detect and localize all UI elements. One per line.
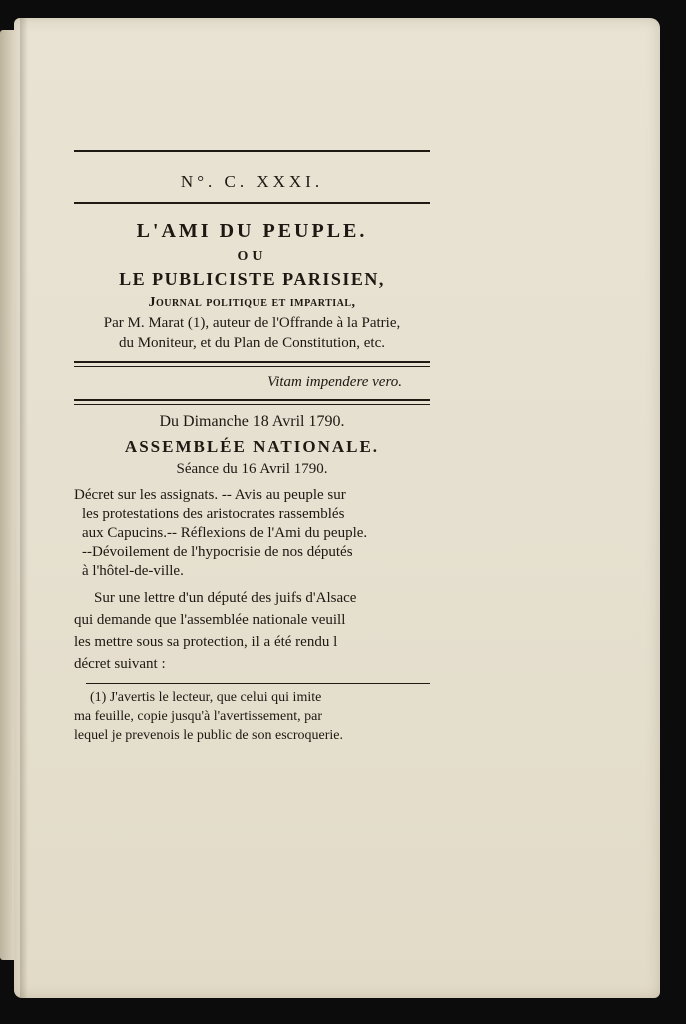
summary-line: à l'hôtel-de-ville.	[82, 563, 184, 579]
title-conjunction: OU	[237, 249, 267, 264]
newspaper-alt-title: LE PUBLICISTE PARISIEN,	[119, 269, 385, 289]
summary-line: --Dévoilement de l'hypocrisie de nos députés	[82, 544, 353, 560]
byline-line: du Moniteur, et du Plan de Constitution, etc.	[118, 335, 386, 351]
byline	[74, 313, 430, 353]
summary-line: Décret sur les assignats. -- Avis au peuple sur	[74, 487, 346, 503]
motto: Vitam impendere vero.	[267, 374, 402, 390]
body-line: décret suivant :	[74, 656, 166, 672]
section-heading: ASSEMBLÉE NATIONALE.	[124, 437, 380, 456]
body-line: les mettre sous sa protection, il a été rendu l	[74, 634, 338, 650]
session-date: Séance du 16 Avril 1790.	[176, 461, 328, 477]
newspaper-subtitle: Journal politique et impartial,	[148, 295, 356, 310]
footnote-line: lequel je prevenois le public de son escroquerie.	[74, 728, 344, 743]
text-column	[74, 150, 430, 745]
body-line: qui demande que l'assemblée nationale veuill	[74, 612, 346, 628]
footnote-line: ma feuille, copie jusqu'à l'avertissement, par	[74, 709, 323, 724]
body-line: Sur une lettre d'un député des juifs d'Alsace	[94, 590, 357, 606]
issue-date: Du Dimanche 18 Avril 1790.	[159, 413, 345, 430]
page-fold-shadow	[20, 18, 28, 998]
header-rule	[74, 202, 430, 204]
issue-number: N°. C. XXXI.	[180, 172, 324, 191]
footnote-line: (1) J'avertis le lecteur, que celui qui imite	[90, 690, 322, 705]
newspaper-title: L'AMI DU PEUPLE.	[136, 220, 368, 242]
summary	[74, 486, 430, 581]
double-rule	[74, 361, 430, 367]
footnote	[74, 688, 430, 745]
double-rule	[74, 399, 430, 405]
footnote-rule	[86, 683, 430, 684]
summary-line: aux Capucins.-- Réflexions de l'Ami du peuple.	[82, 525, 368, 541]
summary-line: les protestations des aristocrates rassemblés	[82, 506, 345, 522]
byline-line: Par M. Marat (1), auteur de l'Offrande à la Patrie,	[103, 315, 401, 331]
body-paragraph	[74, 587, 430, 675]
